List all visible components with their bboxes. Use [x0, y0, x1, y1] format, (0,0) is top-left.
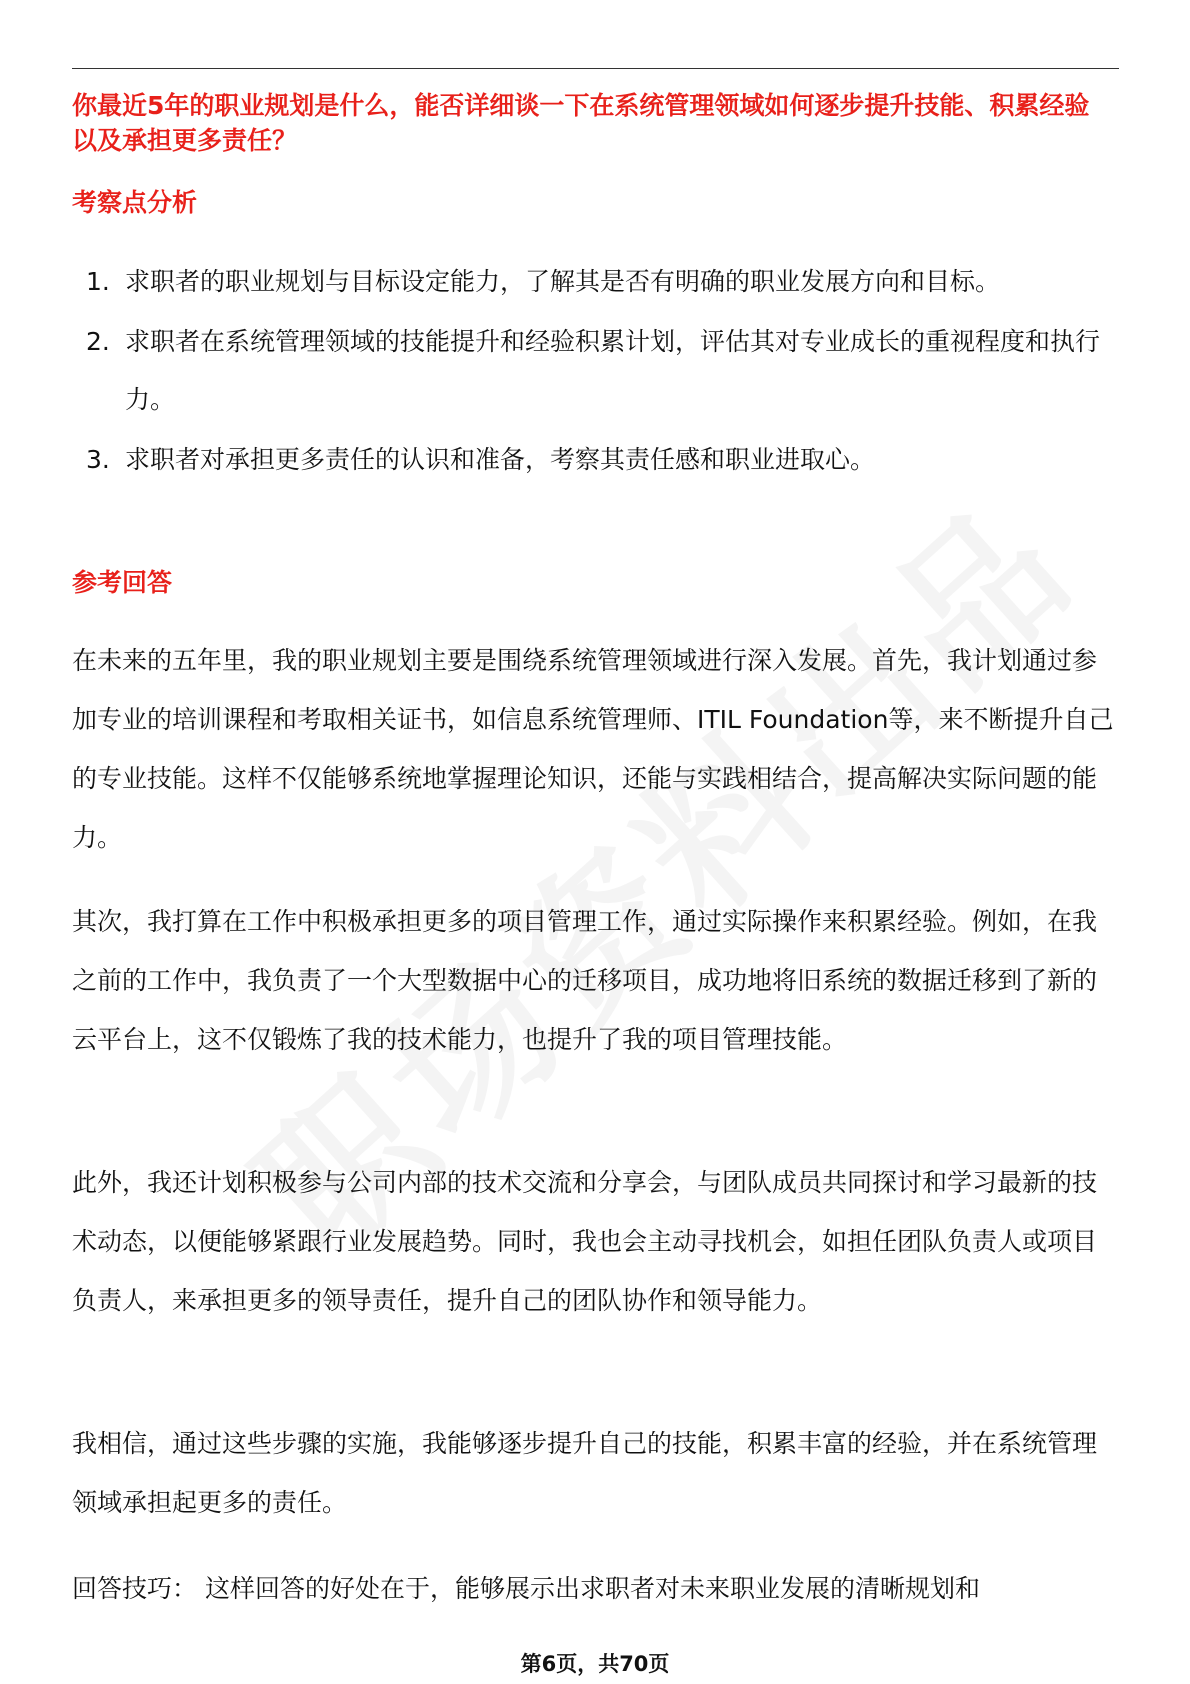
list-number: 3. — [86, 445, 110, 474]
list-item-text: 求职者在系统管理领域的技能提升和经验积累计划，评估其对专业成长的重视程度和执行力。 — [125, 327, 1101, 414]
answer-paragraph: 此外，我还计划积极参与公司内部的技术交流和分享会，与团队成员共同探讨和学习最新的技术动态，以便能够紧跟行业发展趋势。同时，我也会主动寻找机会，如担任团队负责人或项目负责人，来承担更多的领导责任，提升自己的团队协作和领导能力。 — [72, 1168, 1098, 1315]
question-title: 你最近5年的职业规划是什么，能否详细谈一下在系统管理领域如何逐步提升技能、积累经验以及承担更多责任？ — [72, 91, 1090, 155]
list-item — [72, 253, 1122, 311]
answer-tips: 回答技巧： 这样回答的好处在于，能够展示出求职者对未来职业发展的清晰规划和 — [72, 1574, 980, 1603]
analysis-heading: 考察点分析 — [72, 188, 198, 217]
list-number: 2. — [86, 327, 110, 356]
page-footer: 第6页，共70页 — [520, 1652, 670, 1676]
list-item — [72, 431, 1122, 489]
analysis-list — [72, 253, 1122, 491]
top-rule — [72, 68, 1119, 69]
answer-heading: 参考回答 — [72, 568, 173, 597]
list-item — [72, 313, 1122, 429]
list-number: 1. — [86, 267, 110, 296]
list-item-text: 求职者对承担更多责任的认识和准备，考察其责任感和职业进取心。 — [125, 445, 876, 474]
answer-paragraph: 我相信，通过这些步骤的实施，我能够逐步提升自己的技能，积累丰富的经验，并在系统管理领域承担起更多的责任。 — [72, 1429, 1098, 1517]
answer-paragraph: 在未来的五年里，我的职业规划主要是围绕系统管理领域进行深入发展。首先，我计划通过参加专业的培训课程和考取相关证书，如信息系统管理师、ITIL Foundation等，来不断提升自己的专业技能。这样不仅能够系统地掌握理论知识，还能与实践相结合，提高解决实际问题的能力。 — [72, 646, 1114, 852]
answer-paragraph: 其次，我打算在工作中积极承担更多的项目管理工作，通过实际操作来积累经验。例如，在我之前的工作中，我负责了一个大型数据中心的迁移项目，成功地将旧系统的数据迁移到了新的云平台上，这不仅锻炼了我的技术能力，也提升了我的项目管理技能。 — [72, 907, 1098, 1054]
list-item-text: 求职者的职业规划与目标设定能力，了解其是否有明确的职业发展方向和目标。 — [125, 267, 1001, 296]
